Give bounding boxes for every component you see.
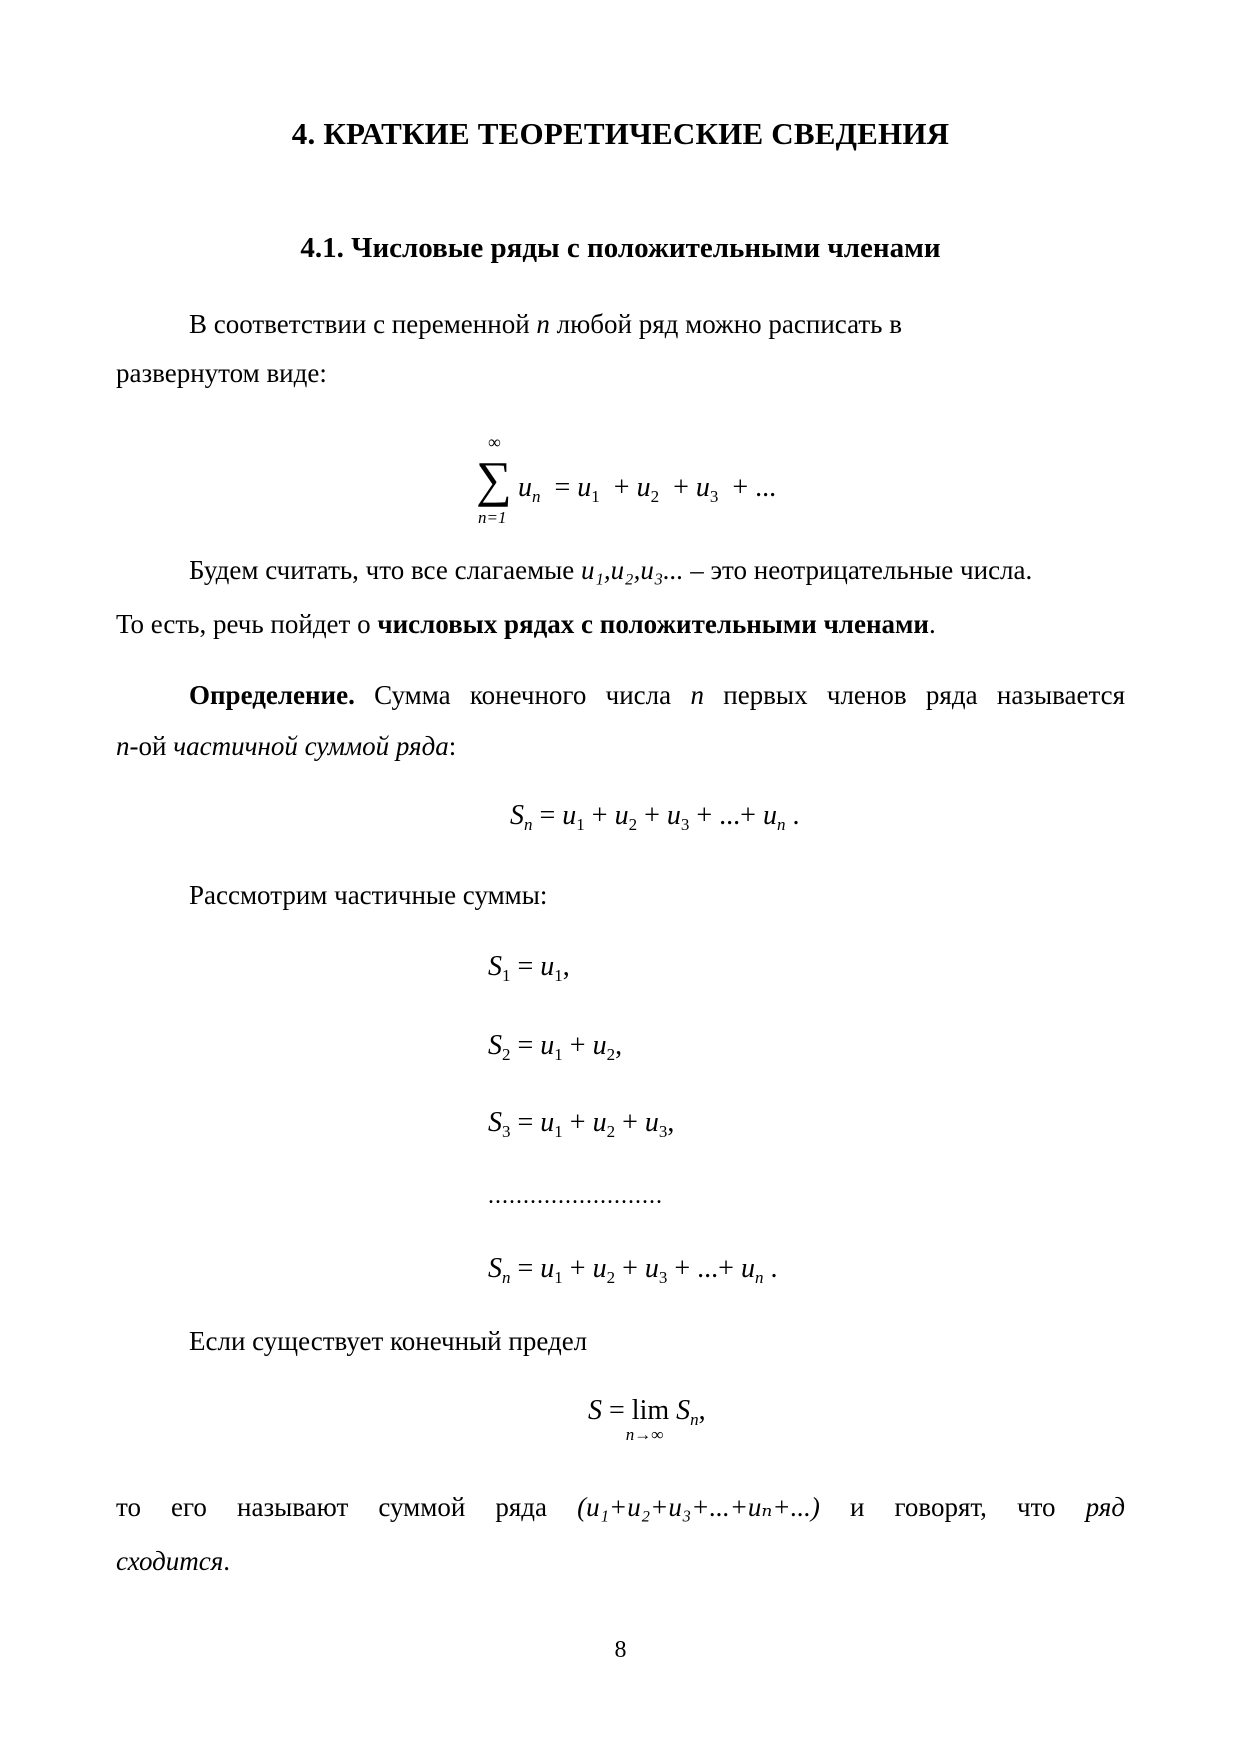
sub: 1 xyxy=(554,1045,563,1064)
sum-S: S xyxy=(510,800,524,831)
variable-n: n xyxy=(116,731,130,761)
term-u: u xyxy=(577,472,592,503)
text: . xyxy=(928,609,936,639)
text: -ой xyxy=(129,731,174,761)
term-u: u xyxy=(636,472,651,503)
paragraph-nonnegative-line1 xyxy=(189,557,1032,584)
sub: 1 xyxy=(554,966,563,985)
paragraph-consider-partial-sums: Рассмотрим частичные суммы: xyxy=(189,880,548,910)
sub: 3 xyxy=(658,1122,668,1141)
series-tail: + ... xyxy=(732,472,777,503)
lim-text: lim xyxy=(631,1395,670,1426)
text: Будем считать, что все слагаемые xyxy=(189,555,582,585)
formula-limit: S = lim n→∞ $S_n$, xyxy=(588,1395,706,1444)
limit-subscript xyxy=(626,1425,664,1445)
sub-n: n xyxy=(690,1410,699,1429)
punct: , xyxy=(667,1107,675,1138)
ellipsis-row: ......................... xyxy=(488,1183,663,1209)
paragraph-nonnegative-line2 xyxy=(116,611,936,638)
text: любой ряд можно расписать в xyxy=(549,309,902,339)
definition-line2 xyxy=(116,733,456,760)
series-expression: (u₁+u₂+u₃+...+uₙ+...) xyxy=(577,1492,820,1522)
paragraph-intro-line2: развернутом виде: xyxy=(116,358,327,388)
limit-under-text: n→∞ xyxy=(625,1425,664,1444)
sub-n: n xyxy=(524,815,533,834)
chapter-title: 4. КРАТКИЕ ТЕОРЕТИЧЕСКИЕ СВЕДЕНИЯ xyxy=(291,116,950,151)
text: и говорят, что xyxy=(849,1492,1086,1522)
partial-sum-row-n: $S_n = u_1 + u_2 + u_3$ + ...+ $u_n$ . xyxy=(488,1253,778,1287)
italic-term: ряд xyxy=(1085,1492,1125,1522)
paragraph-series-converges-line1 xyxy=(116,1494,1125,1521)
text: . xyxy=(223,1546,231,1576)
punct: , xyxy=(698,1395,706,1426)
sum-upper-limit: ∞ xyxy=(488,432,501,452)
text: Сумма конечного числа xyxy=(354,680,691,710)
definition-line1 xyxy=(189,682,1125,709)
formula-partial-sum: $S_n = u_1 + u_2 + u_3$ + ...+ $u_n$ . xyxy=(510,800,800,834)
summation-symbol xyxy=(476,432,518,527)
punct: . xyxy=(770,1253,778,1284)
term-u: u xyxy=(695,472,710,503)
sub: 2 xyxy=(502,1045,511,1064)
italic-term: частичной суммой ряда xyxy=(173,731,449,761)
lower-limit-text: n=1 xyxy=(478,508,507,527)
sum-lower-limit xyxy=(478,508,506,528)
partial-sum-row: $S_1 = u_1$, xyxy=(488,951,570,985)
sub: 1 xyxy=(554,1122,563,1141)
sub: 3 xyxy=(502,1122,511,1141)
bold-term: числовых рядах с положительными членами xyxy=(377,609,929,639)
sum-S: S xyxy=(588,1395,602,1426)
italic-term: сходится xyxy=(116,1546,224,1576)
text: первых членов ряда называется xyxy=(703,680,1126,710)
paragraph-if-limit-exists: Если существует конечный предел xyxy=(189,1326,588,1356)
term-sub: 1 xyxy=(591,487,600,506)
sub: 1 xyxy=(502,966,511,985)
punct: , xyxy=(615,1030,623,1061)
partial-sum-row: $S_2 = u_1 + u_2$, xyxy=(488,1030,623,1064)
text: : xyxy=(448,731,457,761)
text: – это неотрицательные числа. xyxy=(683,555,1033,585)
partial-sum-row: $S_3 = u_1 + u_2 + u_3$, xyxy=(488,1107,675,1141)
paragraph-series-converges-line2 xyxy=(116,1548,230,1575)
paragraph-intro-line1 xyxy=(189,311,902,338)
term-u: u xyxy=(518,472,532,503)
sub-n: n xyxy=(776,815,786,834)
section-title: 4.1. Числовые ряды с положительными членами xyxy=(300,232,941,264)
term-sub: 3 xyxy=(709,487,719,506)
variable-n: n xyxy=(690,680,704,710)
sum-S: S xyxy=(676,1395,691,1426)
formula-series-expansion: ∞ ∑ n=1 $u_n = u_1 + u_2 + u_3$ + ... xyxy=(476,432,777,527)
punct: , xyxy=(562,951,570,982)
text: То есть, речь пойдет о xyxy=(116,609,378,639)
limit-operator xyxy=(625,1395,670,1444)
sigma-icon: ∑ xyxy=(476,451,512,507)
sub: 2 xyxy=(606,1122,616,1141)
sub: 2 xyxy=(606,1045,616,1064)
term-sub: 2 xyxy=(650,487,660,506)
definition-label: Определение. xyxy=(189,680,355,710)
variable-n: n xyxy=(536,309,550,339)
term-sub: n xyxy=(532,487,541,506)
text: то его называют суммой ряда xyxy=(116,1492,578,1522)
terms-list: u₁,u₂,u₃... xyxy=(581,555,684,585)
text: В соответствии с переменной xyxy=(189,309,537,339)
page-number: 8 xyxy=(614,1637,627,1663)
